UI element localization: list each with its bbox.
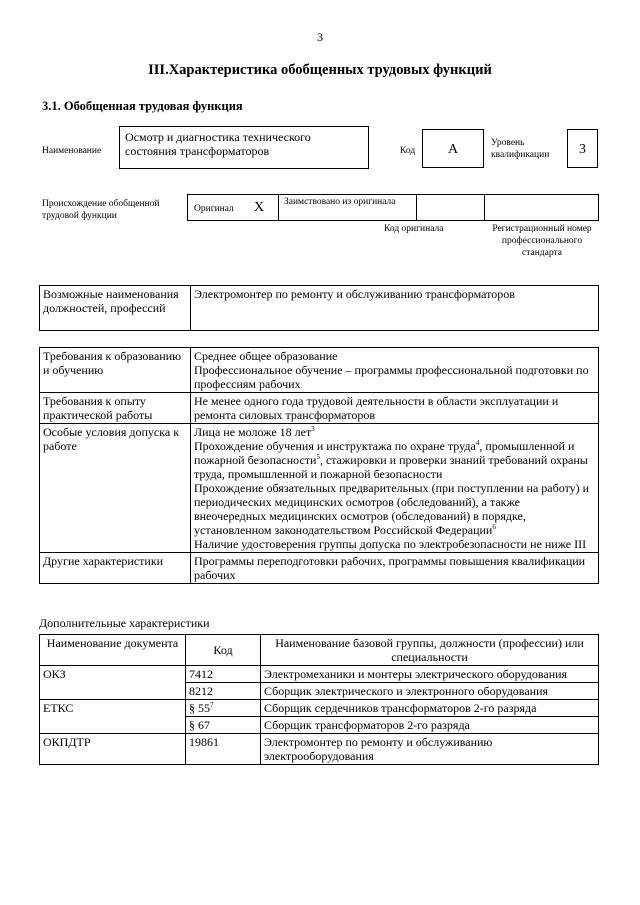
positions-table	[39, 285, 599, 331]
subsection-title: 3.1. Обобщенная трудовая функция	[42, 99, 243, 113]
page-number: 3	[317, 30, 323, 44]
divider	[484, 195, 485, 220]
level-value: 3	[567, 129, 598, 168]
col-code-header: Код	[186, 635, 261, 666]
education-line: Профессиональное обучение – программы профессиональной подготовки по профессиям рабочих	[194, 363, 589, 391]
footnote-ref: 6	[492, 523, 496, 531]
conditions-cell	[191, 424, 599, 553]
condition-training	[194, 439, 595, 481]
reg-number-label: Регистрационный номер профессионального стандарта	[492, 224, 592, 258]
education-line: Среднее общее образование	[194, 349, 338, 363]
borrowed-label: Заимствовано из оригинала	[284, 197, 396, 207]
condition-text: Прохождение обучения и инструктажа по охране труда	[194, 439, 476, 453]
condition-text: , стажировки и проверки знаний требований охраны труда, промышленной и пожарной безопасности	[194, 453, 588, 481]
table-cell-code: 7412	[186, 666, 261, 683]
table-cell-doc: ЕТКС	[40, 700, 186, 734]
table-cell-name: Электромеханики и монтеры электрического оборудования	[261, 666, 599, 683]
table-cell-code: 19861	[186, 734, 261, 765]
condition-text: Прохождение обязательных предварительных (при поступлении на работу) и периодических медицинских осмотров (обследований), а также внеочередных медицинских осмотров (обследований) в порядке, установленном законодательством Российской Федерации	[194, 481, 590, 537]
name-label: Наименование	[42, 146, 102, 156]
table-cell-name: Сборщик электрического и электронного оборудования	[261, 683, 599, 700]
table-cell-doc: ОКЗ	[40, 666, 186, 700]
positions-label: Возможные наименования должностей, профессий	[40, 286, 191, 331]
experience-label: Требования к опыту практической работы	[40, 393, 191, 424]
condition-text: , промышленной и пожарной безопасности	[194, 439, 575, 467]
education-label: Требования к образованию и обучению	[40, 348, 191, 393]
additional-table	[39, 634, 599, 765]
original-mark: X	[254, 200, 265, 215]
footnote-ref: 7	[210, 701, 214, 709]
name-value: Осмотр и диагностика технического состояния трансформаторов	[119, 126, 369, 169]
requirements-table	[39, 347, 599, 584]
conditions-label: Особые условия допуска к работе	[40, 424, 191, 553]
positions-value: Электромонтер по ремонту и обслуживанию трансформаторов	[191, 286, 599, 331]
level-label: Уровень квалификации	[491, 138, 550, 160]
table-cell-code	[186, 700, 261, 717]
footnote-ref: 5	[316, 453, 320, 461]
other-label: Другие характеристики	[40, 553, 191, 584]
origin-label: Происхождение обобщенной трудовой функции	[42, 199, 160, 221]
education-cell	[191, 348, 599, 393]
experience-value: Не менее одного года трудовой деятельности в области эксплуатации и ремонта силовых трансформаторов	[191, 393, 599, 424]
divider	[416, 195, 417, 220]
additional-title: Дополнительные характеристики	[39, 616, 210, 630]
table-cell-name: Сборщик сердечников трансформаторов 2-го разряда	[261, 700, 599, 717]
footnote-ref: 4	[475, 439, 480, 447]
divider	[278, 195, 279, 220]
code-value: А	[422, 129, 484, 168]
col-doc-header: Наименование документа	[40, 635, 186, 666]
other-value: Программы переподготовки рабочих, программы повышения квалификации рабочих	[191, 553, 599, 584]
section-title: III.Характеристика обобщенных трудовых функций	[148, 62, 492, 78]
code-original-label: Код оригинала	[384, 224, 444, 234]
footnote-ref: 3	[311, 425, 315, 433]
code-text: § 55	[189, 701, 210, 715]
table-cell-name: Электромонтер по ремонту и обслуживанию электрооборудования	[261, 734, 599, 765]
condition-age	[194, 425, 595, 439]
code-label: Код	[400, 146, 416, 156]
condition-electro: Наличие удостоверения группы допуска по электробезопасности не ниже III	[194, 537, 587, 551]
condition-medical	[194, 481, 595, 537]
original-label: Оригинал	[194, 204, 234, 214]
table-cell-code: 8212	[186, 683, 261, 700]
table-cell-name: Сборщик трансформаторов 2-го разряда	[261, 717, 599, 734]
table-cell-code: § 67	[186, 717, 261, 734]
col-name-header: Наименование базовой группы, должности (профессии) или специальности	[261, 635, 599, 666]
table-cell-doc: ОКПДТР	[40, 734, 186, 765]
origin-box	[187, 194, 599, 221]
condition-text: Лица не моложе 18 лет	[194, 425, 312, 439]
